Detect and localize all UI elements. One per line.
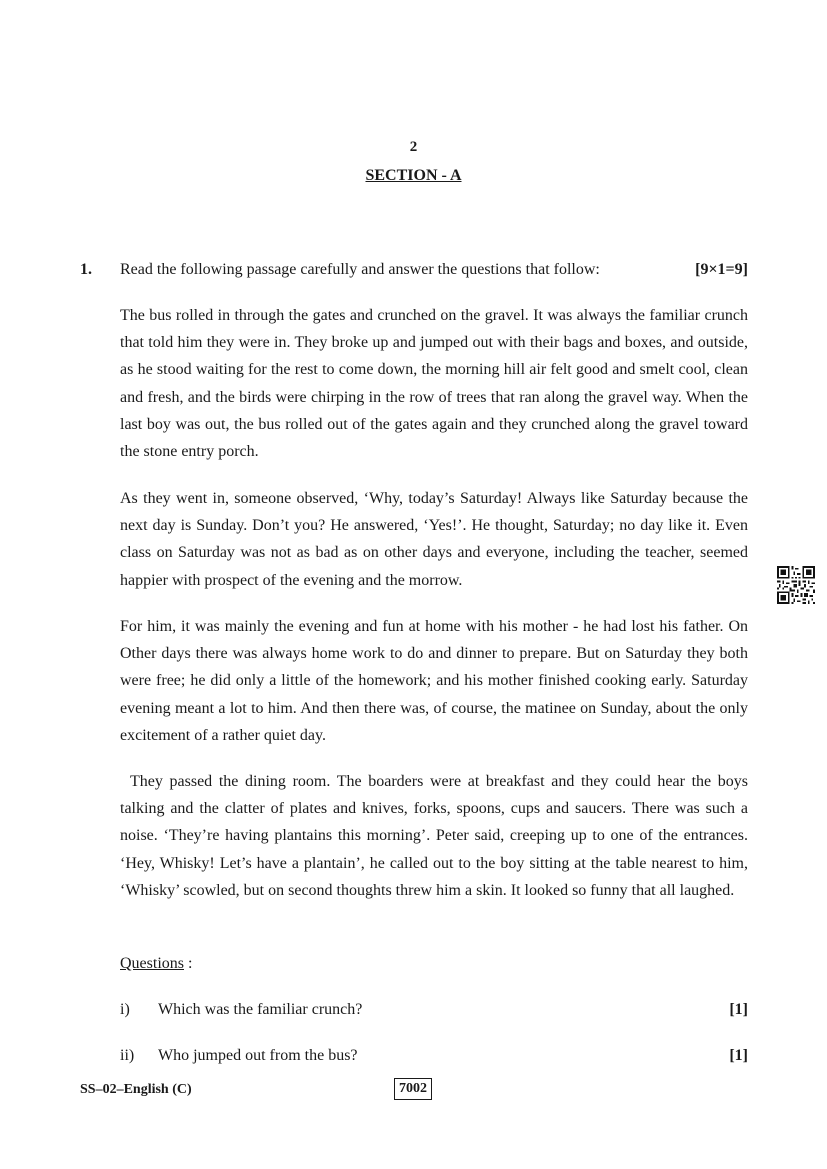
questions-heading-colon: : (184, 955, 193, 972)
sub-question-number: ii) (120, 1047, 135, 1064)
footer-paper-code: SS–02–English (C) (80, 1082, 192, 1097)
question-instruction: Read the following passage carefully and answer the questions that follow: (120, 261, 600, 278)
sub-question-text: Which was the familiar crunch? (158, 1001, 363, 1018)
passage-paragraph-3: For him, it was mainly the evening and fun at home with his mother - he had lost his father. On Other days there was always home work to do and dinner to prepare. But on Saturday they both were free; he did only a little of the homework; and his mother finished cooking early. Saturday evening meant a lot to him. And then there was, of course, the matinee on Sunday, about the only excitement of a rather quiet day. (120, 618, 748, 744)
page-number: 2 (409, 139, 418, 155)
section-title: SECTION - A (365, 167, 462, 184)
question-number: 1. (80, 261, 92, 278)
question-header (80, 260, 748, 280)
passage-paragraph-2: As they went in, someone observed, ‘Why, today’s Saturday! Always like Saturday because the next day is Sunday. Don’t you? He answered, ‘Yes!’. He thought, Saturday; no day like it. Even class on Saturday was not as bad as on other days and everyone, including the teacher, seemed happier with prospect of the evening and the morrow. (120, 490, 748, 589)
sub-question-text: Who jumped out from the bus? (158, 1047, 358, 1064)
footer-box-number: 7002 (394, 1078, 432, 1100)
questions-heading-text: Questions (120, 955, 184, 972)
sub-question-1 (120, 1000, 748, 1020)
question-marks: [9×1=9] (695, 261, 748, 278)
sub-question-marks: [1] (729, 1001, 748, 1018)
qr-code-icon (777, 566, 815, 604)
sub-question-number: i) (120, 1001, 130, 1018)
passage-paragraph-1: The bus rolled in through the gates and crunched on the gravel. It was always the familiar crunch that told him they were in. They broke up and jumped out with their bags and boxes, and outside, as he stood waiting for the rest to come down, the morning hill air felt good and smelt cool, clean and fresh, and the birds were chirping in the row of trees that ran along the gravel way. When the last boy was out, the bus rolled out of the gates again and they crunched along the gravel toward the stone entry porch. (120, 307, 748, 461)
questions-heading (120, 954, 192, 974)
sub-question-marks: [1] (729, 1047, 748, 1064)
sub-question-2 (120, 1046, 748, 1066)
passage-paragraph-4: They passed the dining room. The boarders were at breakfast and they could hear the boys talking and the clatter of plates and knives, forks, spoons, cups and saucers. There was such a noise. ‘They’re having plantains this morning’. Peter said, creeping up to one of the entrances. ‘Hey, Whisky! Let’s have a plantain’, he called out to the boy sitting at the table nearest to him, ‘Whisky’ scowled, but on second thoughts threw him a skin. It looked so funny that all laughed. (120, 773, 748, 899)
